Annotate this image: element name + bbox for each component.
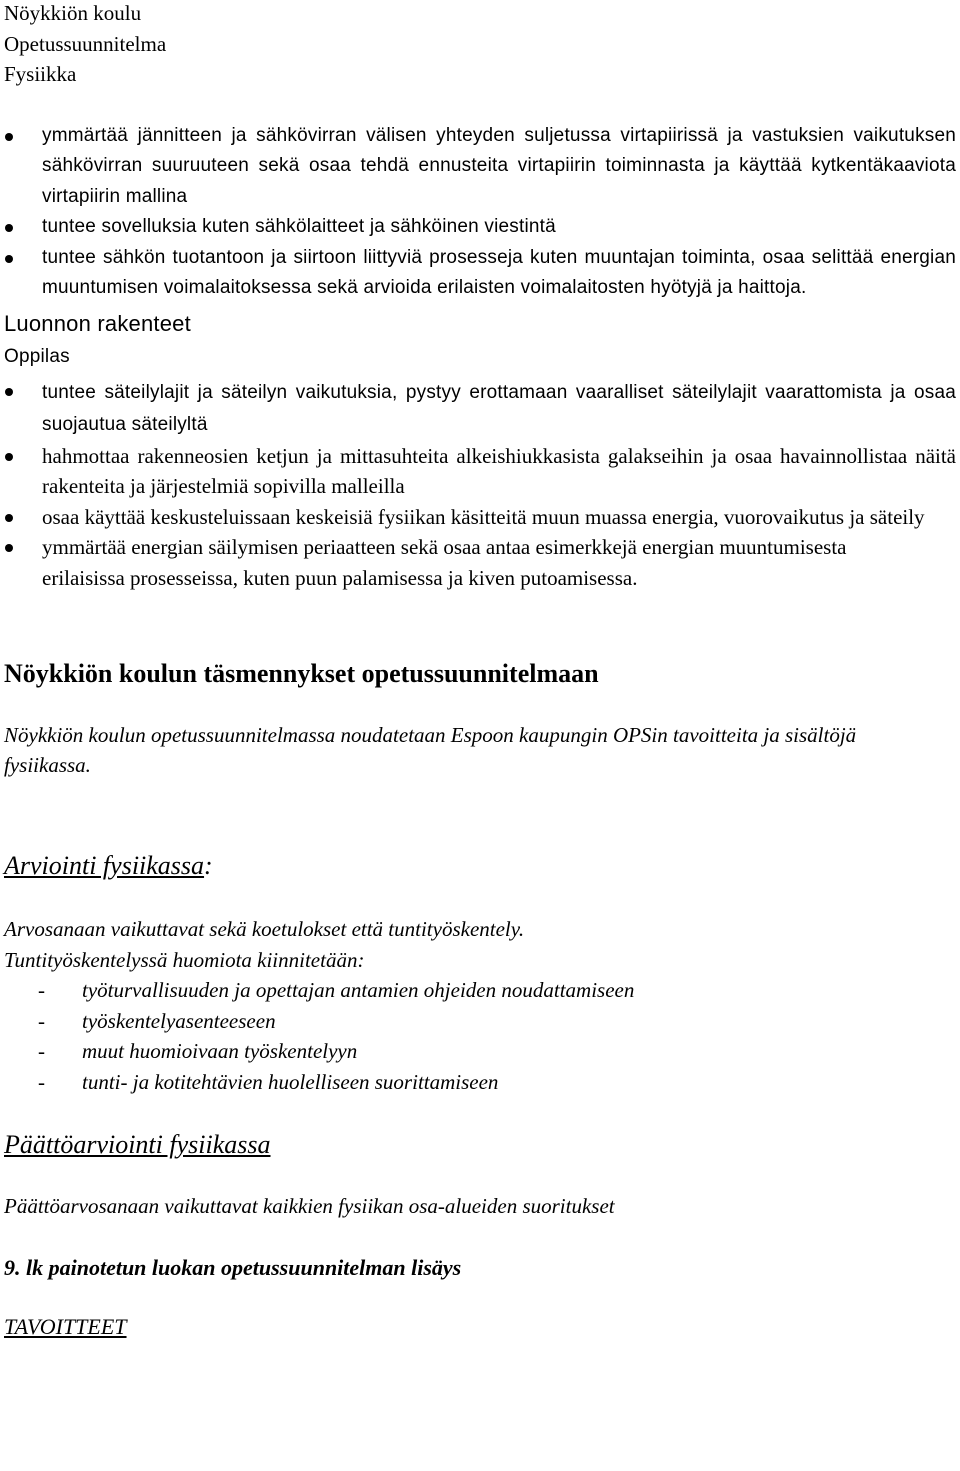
list-item: hahmottaa rakenneosien ketjun ja mittasuhteita alkeishiukkasista galakseihin ja osaa havainnollistaa näitä rakenteita ja järjestelmiä sopivilla malleilla <box>4 441 956 502</box>
section-title: Luonnon rakenteet <box>4 310 191 336</box>
list-item: - tunti- ja kotitehtävien huolelliseen suorittamiseen <box>4 1067 956 1098</box>
subject-name: Fysiikka <box>4 62 77 86</box>
bullet-icon <box>5 544 13 552</box>
school-name: Nöykkiön koulu <box>4 1 142 25</box>
goals-title: TAVOITTEET <box>4 1313 127 1339</box>
bullet-icon <box>5 453 13 461</box>
assessment-title-row <box>4 851 956 883</box>
nature-structures-list <box>4 376 956 594</box>
list-item: ymmärtää energian säilymisen periaatteen sekä osaa antaa esimerkkejä energian muuntumisesta erilaisissa prosesseissa, kuten puun palamisessa ja kiven putoamisessa. <box>4 532 956 593</box>
assessment-colon: : <box>204 850 213 880</box>
section-subtitle: Oppilas <box>4 346 70 367</box>
dash-marker: - <box>38 1008 45 1033</box>
grade9-title: 9. lk painotetun luokan opetussuunnitelman lisäys <box>4 1255 462 1280</box>
assessment-line-2: Tuntityöskentelyssä huomiota kiinnitetään: <box>4 947 365 972</box>
section-nature-structures <box>4 309 956 373</box>
bullet-icon <box>5 133 13 141</box>
list-item: tuntee säteilylajit ja säteilyn vaikutuksia, pystyy erottamaan vaaralliset säteilylajit vaarattomista ja osaa suojautua säteilyltä <box>4 376 956 441</box>
final-assessment-text: Päättöarvosanaan vaikuttavat kaikkien fysiikan osa-alueiden suoritukset <box>4 1193 615 1218</box>
list-item: - työturvallisuuden ja opettajan antamien ohjeiden noudattamiseen <box>4 975 956 1006</box>
bullet-icon <box>5 388 13 396</box>
assessment-line-1: Arvosanaan vaikuttavat sekä koetulokset että tuntityöskentely. <box>4 917 525 941</box>
dash-marker: - <box>38 978 45 1002</box>
bullet-icon <box>5 224 13 232</box>
bullet-icon <box>5 514 13 522</box>
document-type: Opetussuunnitelma <box>4 31 167 56</box>
dash-marker: - <box>38 1069 45 1094</box>
assessment-title: Arviointi fysiikassa <box>4 850 205 880</box>
list-item: ymmärtää jännitteen ja sähkövirran välisen yhteyden suljetussa virtapiirissä ja vastuksien vaikutuksen sähkövirran suuruuteen sekä osaa tehdä ennusteita virtapiirin toiminnasta ja käyttää kytkentäkaaviota virtapiirin mallina <box>4 121 956 213</box>
bullet-icon <box>5 255 13 263</box>
refinements-title: Nöykkiön koulun täsmennykset opetussuunnitelmaan <box>4 659 599 688</box>
document-page <box>4 0 956 1342</box>
assessment-criteria-list <box>4 975 956 1097</box>
dash-marker: - <box>38 1039 45 1063</box>
electricity-goals-list <box>4 121 956 304</box>
document-header <box>4 0 956 90</box>
list-item: - muut huomioivaan työskentelyyn <box>4 1036 956 1067</box>
list-item: tuntee sovelluksia kuten sähkölaitteet ja sähköinen viestintä <box>4 212 956 243</box>
refinements-text: Nöykkiön koulun opetussuunnitelmassa noudatetaan Espoon kaupungin OPSin tavoitteita ja sisältöjä fysiikassa. <box>4 722 857 777</box>
list-item: osaa käyttää keskusteluissaan keskeisiä fysiikan käsitteitä muun muassa energia, vuorovaikutus ja säteily <box>4 502 956 533</box>
final-assessment-title: Päättöarviointi fysiikassa <box>4 1130 271 1159</box>
list-item: tuntee sähkön tuotantoon ja siirtoon liittyviä prosesseja kuten muuntajan toiminta, osaa selittää energian muuntumisen voimalaitoksessa sekä arvioida erilaisten voimalaitosten hyötyjä ja haittoja. <box>4 243 956 304</box>
list-item: - työskentelyasenteeseen <box>4 1006 956 1037</box>
